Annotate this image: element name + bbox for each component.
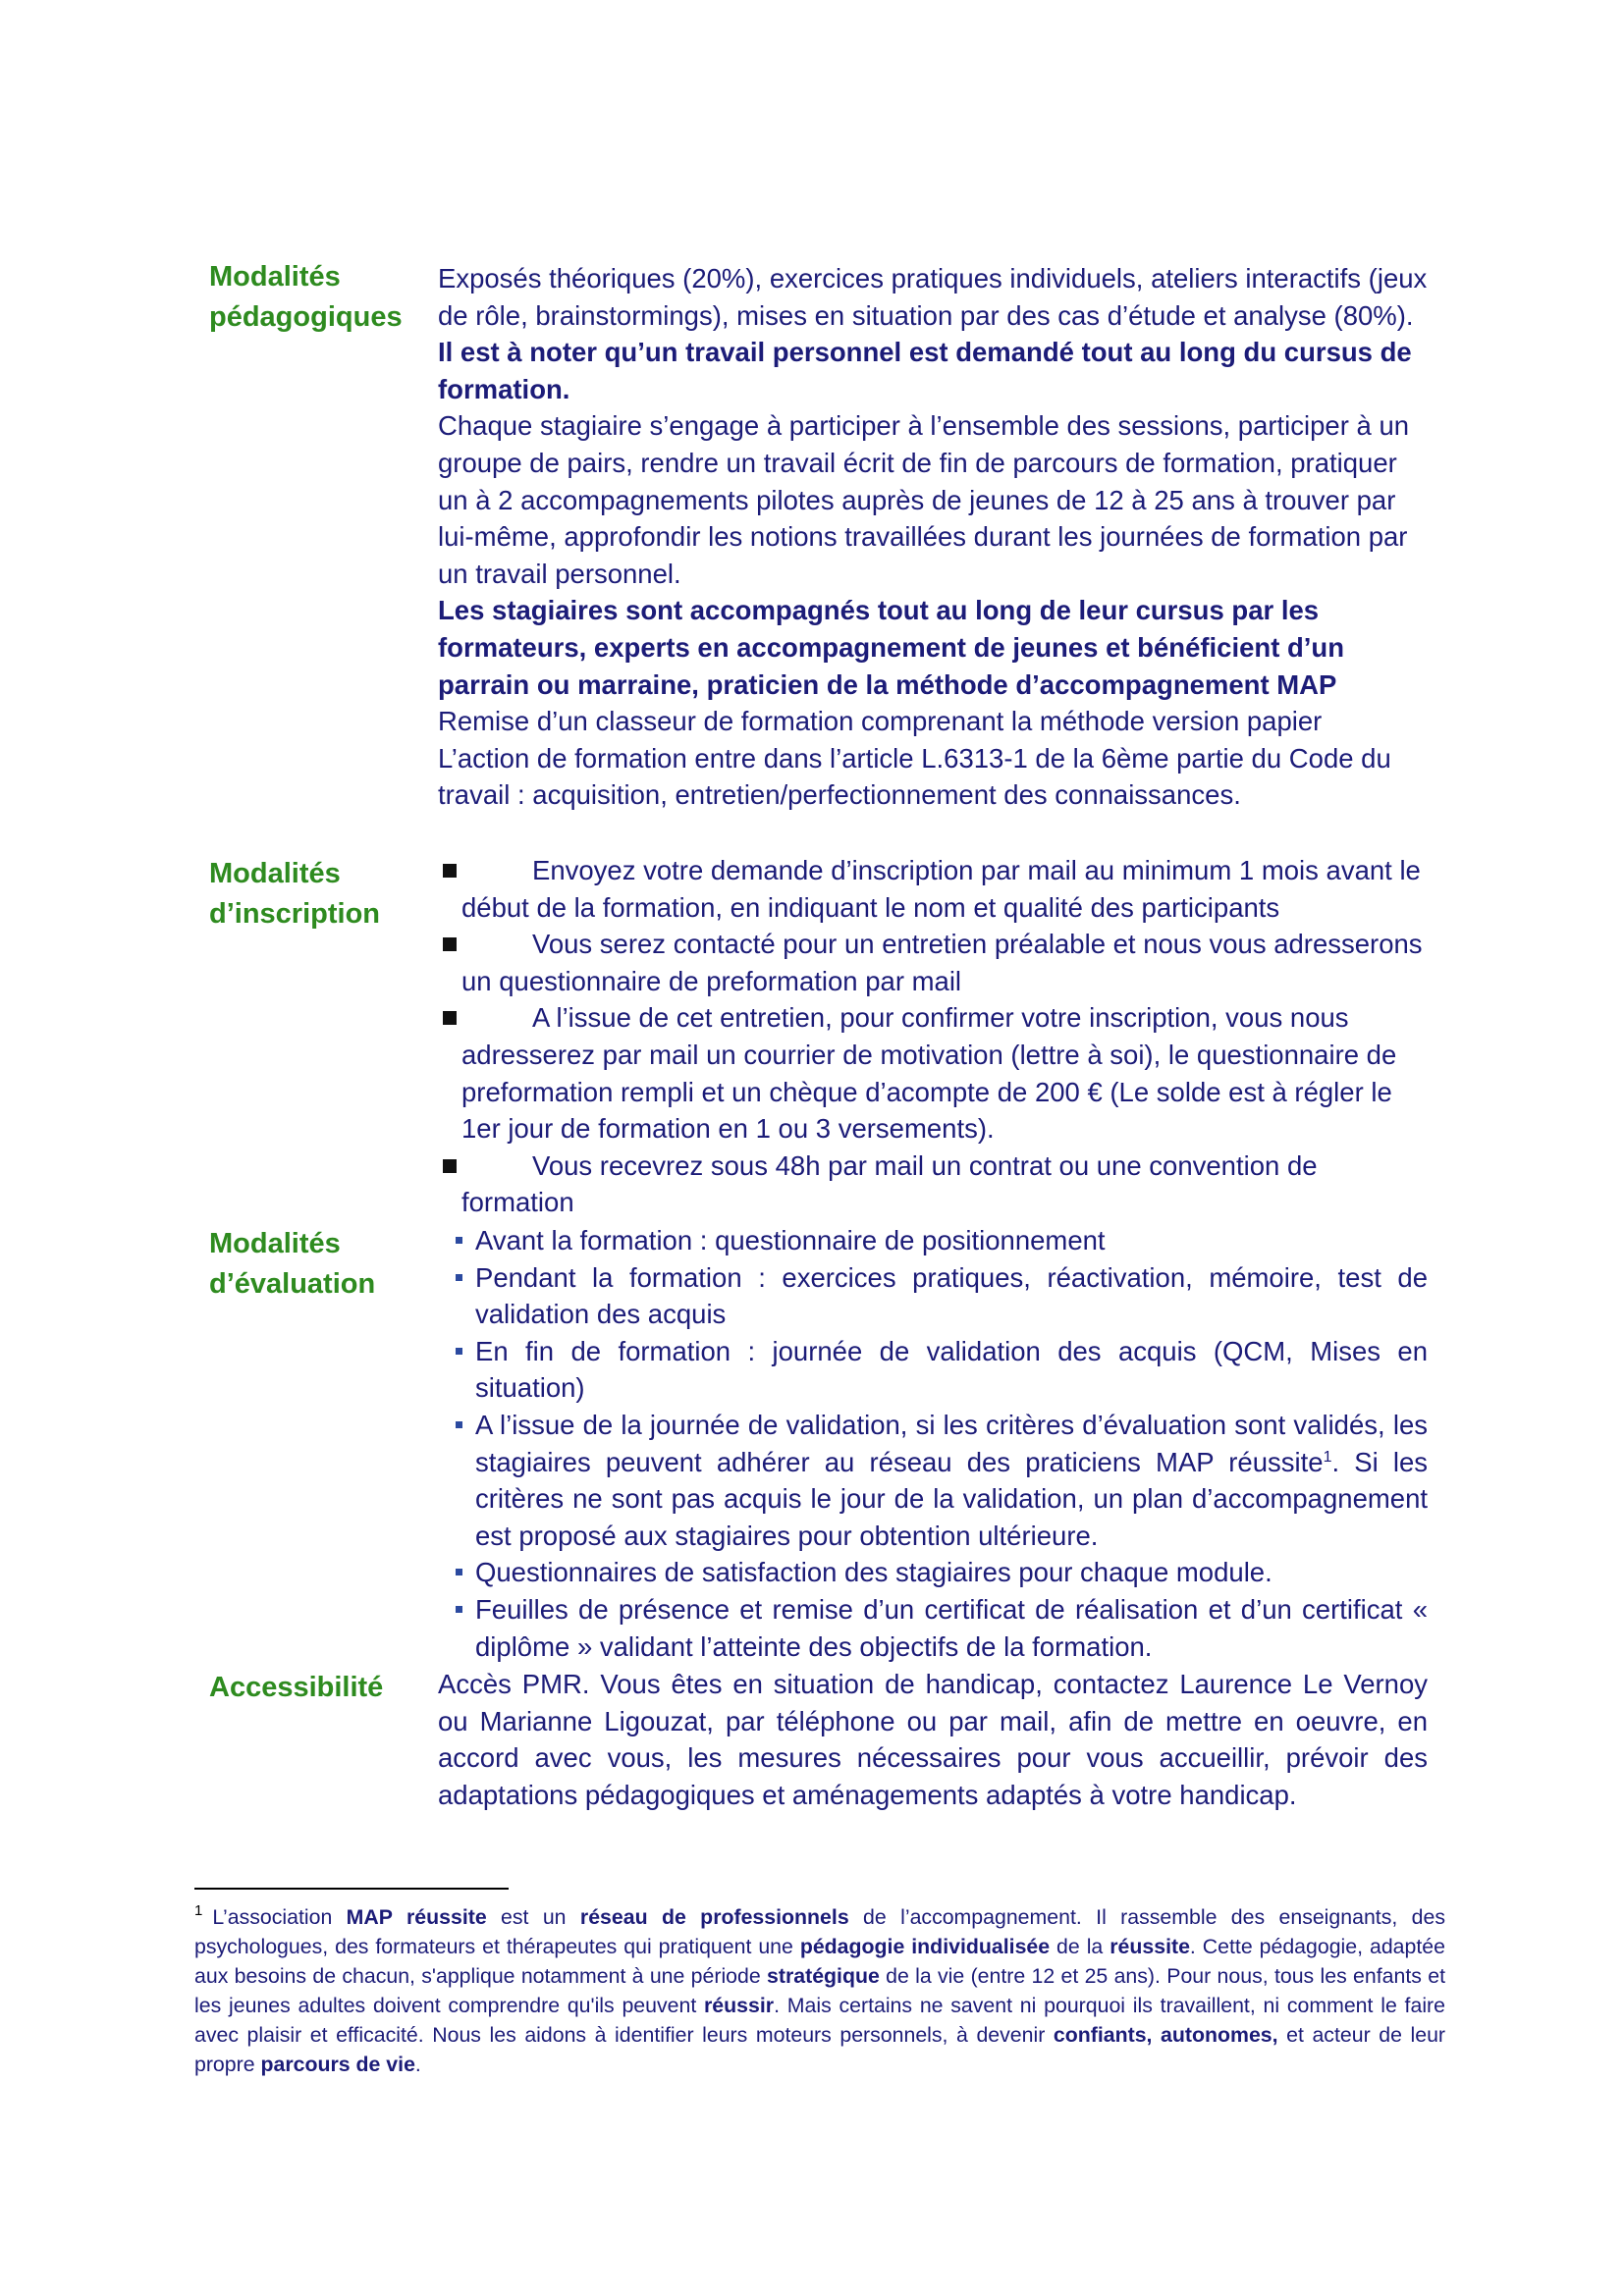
square-bullet-icon	[443, 864, 457, 878]
paragraph-bold: Les stagiaires sont accompagnés tout au long de leur cursus par les formateurs, experts en accompagnement de jeunes et bénéficient d’un parrain ou marraine, praticien de la méthode d’accompagnement MAP	[438, 595, 1345, 700]
footnote-ref[interactable]: 1	[1323, 1448, 1332, 1466]
list-item: En fin de formation : journée de validation des acquis (QCM, Mises en situation)	[475, 1333, 1428, 1407]
footnote-number: 1	[194, 1902, 203, 1919]
section-label-accessibilite: Accessibilité	[209, 1672, 384, 1703]
list-item: Avant la formation : questionnaire de positionnement	[475, 1222, 1428, 1259]
list-item: Vous recevrez sous 48h par mail un contrat ou une convention de formation	[438, 1148, 1428, 1221]
bullet-icon	[456, 1569, 462, 1575]
bullet-icon	[456, 1348, 462, 1355]
evaluation-list	[438, 1222, 1428, 1665]
section-label-evaluation: Modalités d’évaluation	[209, 1228, 376, 1300]
section-label-pedagogiques: Modalités pédagogiques	[209, 261, 403, 333]
square-bullet-icon	[443, 1011, 457, 1025]
list-item: A l’issue de la journée de validation, si les critères d’évaluation sont validés, les stagiaires peuvent adhérer au réseau des praticiens MAP réussite$^1$. Si les critères ne sont pas acquis le jour de la validation, un plan d’accompagnement est proposé aux stagiaires pour obtention ultérieure.	[475, 1407, 1428, 1554]
list-item: Pendant la formation : exercices pratiques, réactivation, mémoire, test de validation des acquis	[475, 1259, 1428, 1333]
paragraph: Remise d’un classeur de formation comprenant la méthode version papier	[438, 706, 1323, 737]
section-content-evaluation	[438, 1222, 1428, 1665]
paragraph: Chaque stagiaire s’engage à participer à l’ensemble des sessions, participer à un groupe de pairs, rendre un travail écrit de fin de parcours de formation, pratiquer un à 2 accompagnements pilotes auprès de jeunes de 12 à 25 ans à trouver par lui-même, approfondir les notions travaillées durant les journées de formation par un travail personnel.	[438, 410, 1410, 589]
bullet-icon	[456, 1421, 462, 1428]
bullet-icon	[456, 1606, 462, 1613]
footnote: $^1$ L’association MAP réussite est un réseau de professionnels de l’accompagnement. Il rassemble des enseignants, des psychologues, des formateurs et thérapeutes qui pratiquent une pédagogie individualisée de la réussite. Cette pédagogie, adaptée aux besoins de chacun, s'applique notamment à une période stratégique de la vie (entre 12 et 25 ans). Pour nous, tous les enfants et les jeunes adultes doivent comprendre qu'ils peuvent réussir. Mais certains ne savent ni pourquoi ils travaillent, ni comment le faire avec plaisir et efficacité. Nous les aidons à identifier leurs moteurs personnels, à devenir confiants, autonomes, et acteur de leur propre parcours de vie.	[194, 1902, 1446, 2076]
section-content-accessibilite	[438, 1666, 1428, 1813]
paragraph: L’action de formation entre dans l’article L.6313-1 de la 6ème partie du Code du travail : acquisition, entretien/perfectionnement des connaissances.	[438, 742, 1391, 811]
paragraph-bold: Il est à noter qu’un travail personnel est demandé tout au long du cursus de formation.	[438, 337, 1412, 404]
section-label-inscription: Modalités d’inscription	[209, 858, 380, 930]
footnote-separator	[194, 1888, 509, 1890]
section-content-pedagogiques	[438, 260, 1428, 814]
inscription-list	[438, 852, 1428, 1221]
bullet-icon	[456, 1274, 462, 1281]
list-item: Feuilles de présence et remise d’un certificat de réalisation et d’un certificat « diplôme » validant l’atteinte des objectifs de la formation.	[475, 1591, 1428, 1665]
list-item: A l’issue de cet entretien, pour confirmer votre inscription, vous nous adresserez par mail un courrier de motivation (lettre à soi), le questionnaire de preformation rempli et un chèque d’acompte de 200 € (Le solde est à régler le 1er jour de formation en 1 ou 3 versements).	[438, 999, 1428, 1147]
bullet-icon	[456, 1237, 462, 1244]
list-item: Questionnaires de satisfaction des stagiaires pour chaque module.	[475, 1554, 1428, 1591]
list-item: Vous serez contacté pour un entretien préalable et nous vous adresserons un questionnaire de preformation par mail	[438, 926, 1428, 999]
paragraph: Exposés théoriques (20%), exercices pratiques individuels, ateliers interactifs (jeux de rôle, brainstormings), mises en situation par des cas d’étude et analyse (80%).	[438, 263, 1428, 331]
paragraph: Accès PMR. Vous êtes en situation de handicap, contactez Laurence Le Vernoy ou Marianne Ligouzat, par téléphone ou par mail, afin de mettre en oeuvre, en accord avec vous, les mesures nécessaires pour vous accueillir, prévoir des adaptations pédagogiques et aménagements adaptés à votre handicap.	[438, 1669, 1428, 1810]
list-item: Envoyez votre demande d’inscription par mail au minimum 1 mois avant le début de la formation, en indiquant le nom et qualité des participants	[438, 852, 1428, 926]
square-bullet-icon	[443, 937, 457, 951]
square-bullet-icon	[443, 1159, 457, 1173]
section-content-inscription	[438, 852, 1428, 1221]
